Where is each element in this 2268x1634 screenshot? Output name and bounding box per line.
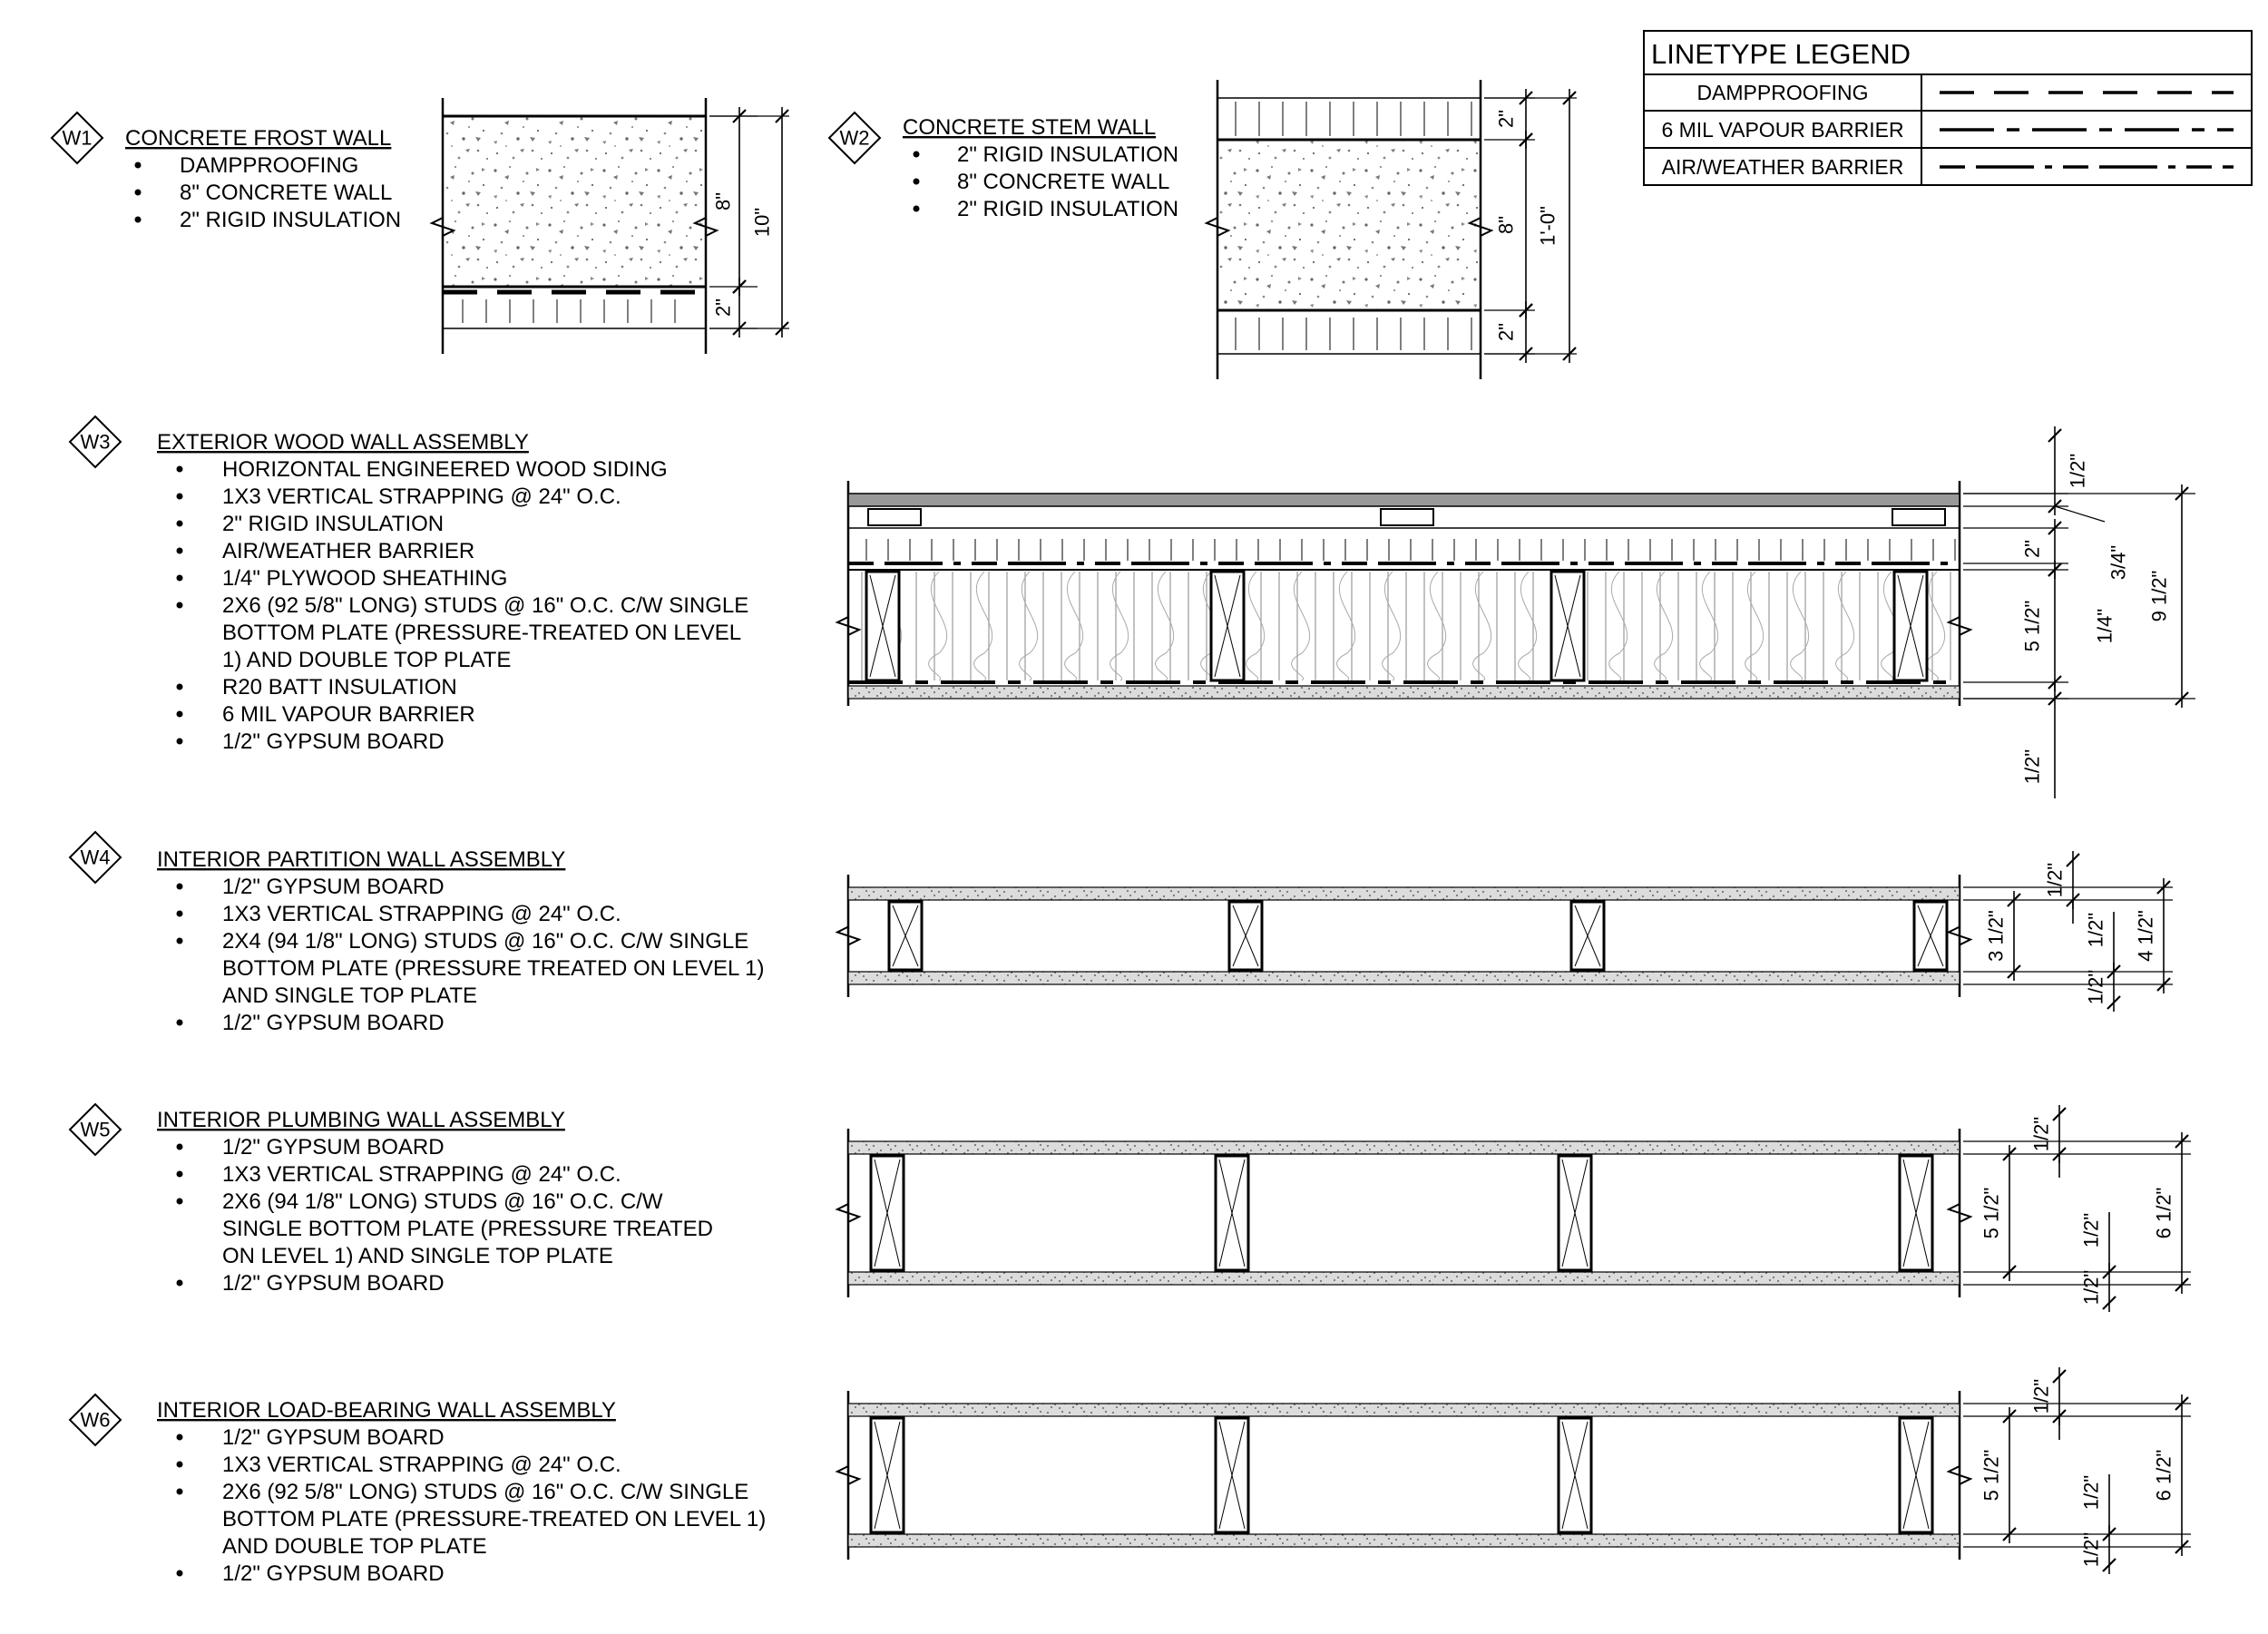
- gypsum-board: [848, 1534, 1960, 1547]
- dimension-label: 10": [750, 207, 774, 238]
- assembly-spec-item: 8" CONCRETE WALL: [957, 170, 1170, 194]
- dimension-label: 1/2": [2079, 1531, 2103, 1568]
- assembly-spec-item: 1X3 VERTICAL STRAPPING @ 24" O.C.: [222, 1162, 621, 1187]
- assembly-spec-item: 1/2" GYPSUM BOARD: [222, 1271, 445, 1296]
- assembly-tag: W2: [839, 126, 870, 150]
- gypsum-board: [848, 972, 1960, 984]
- break-line: [1949, 1448, 1970, 1502]
- dimension-label: 3/4": [2107, 544, 2130, 581]
- bullet: [914, 206, 920, 212]
- assembly-title: INTERIOR LOAD-BEARING WALL ASSEMBLY: [157, 1398, 616, 1423]
- bullet: [177, 938, 183, 944]
- assembly-spec-item: ON LEVEL 1) AND SINGLE TOP PLATE: [222, 1244, 613, 1268]
- assembly-spec-item: 1X3 VERTICAL STRAPPING @ 24" O.C.: [222, 1453, 621, 1477]
- assembly-spec-item: 2" RIGID INSULATION: [222, 512, 445, 536]
- assembly-spec-item: HORIZONTAL ENGINEERED WOOD SIDING: [222, 457, 668, 482]
- assembly-title: CONCRETE STEM WALL: [903, 115, 1157, 140]
- gypsum-board: [848, 887, 1960, 900]
- assembly-spec-item: 1/4" PLYWOOD SHEATHING: [222, 566, 508, 591]
- assembly-spec-item: 2X6 (94 1/8" LONG) STUDS @ 16" O.C. C/W: [222, 1189, 663, 1214]
- dimension-label: 2": [1494, 322, 1518, 342]
- assembly-spec-item: 2" RIGID INSULATION: [180, 208, 402, 232]
- assembly-spec-item: AIR/WEATHER BARRIER: [222, 539, 475, 563]
- dimension-label: 1/2": [2029, 1116, 2053, 1152]
- bullet: [135, 162, 142, 169]
- assembly-spec-item: 1/2" GYPSUM BOARD: [222, 1425, 445, 1450]
- assembly-spec-item: 1X3 VERTICAL STRAPPING @ 24" O.C.: [222, 484, 621, 509]
- break-line: [837, 1186, 859, 1240]
- bullet: [177, 884, 183, 890]
- assembly-spec-item: 1/2" GYPSUM BOARD: [222, 1135, 445, 1159]
- gypsum-board: [848, 1141, 1960, 1154]
- assembly-title: CONCRETE FROST WALL: [125, 126, 392, 151]
- assembly-spec-item: 1/2" GYPSUM BOARD: [222, 875, 445, 899]
- assembly-spec-item: 1/2" GYPSUM BOARD: [222, 1561, 445, 1586]
- bullet: [177, 711, 183, 718]
- dimension-label: 1/2": [2043, 862, 2067, 898]
- assembly-tag: W6: [80, 1408, 111, 1432]
- bullet: [135, 190, 142, 196]
- assembly-spec-item: R20 BATT INSULATION: [222, 675, 457, 700]
- dimension-label: 6 1/2": [2152, 1449, 2175, 1502]
- assembly-spec-item: 2X4 (94 1/8" LONG) STUDS @ 16" O.C. C/W SINGLE: [222, 929, 749, 954]
- vertical-strapping: [1381, 509, 1433, 525]
- dimension-label: 1/2": [2029, 1378, 2053, 1414]
- assembly-spec-item: 6 MIL VAPOUR BARRIER: [222, 702, 475, 727]
- break-line: [1949, 1186, 1970, 1240]
- assembly-title: INTERIOR PLUMBING WALL ASSEMBLY: [157, 1108, 565, 1132]
- break-line: [837, 1448, 859, 1502]
- assembly-spec-item: AND DOUBLE TOP PLATE: [222, 1534, 487, 1559]
- vertical-strapping: [868, 509, 921, 525]
- assembly-spec-item: BOTTOM PLATE (PRESSURE TREATED ON LEVEL 1): [222, 956, 765, 981]
- vertical-strapping: [1892, 509, 1945, 525]
- w1-concrete-wall: [445, 116, 704, 287]
- dimension-label: 4 1/2": [2134, 910, 2157, 962]
- leader-line: [2055, 506, 2105, 522]
- dimension-label: 5 1/2": [1980, 1187, 2003, 1239]
- dimension-label: 1/2": [2020, 749, 2044, 785]
- assembly-tag: W5: [80, 1118, 111, 1141]
- bullet: [177, 575, 183, 582]
- bullet: [914, 179, 920, 185]
- dimension-label: 1/2": [2066, 453, 2089, 489]
- legend-title: LINETYPE LEGEND: [1651, 38, 1911, 70]
- assembly-title: INTERIOR PARTITION WALL ASSEMBLY: [157, 847, 566, 872]
- assembly-spec-item: 1) AND DOUBLE TOP PLATE: [222, 648, 512, 672]
- assembly-tag: W3: [80, 430, 111, 454]
- dimension-label: 2": [711, 298, 735, 318]
- bullet: [177, 466, 183, 473]
- bullet: [177, 1144, 183, 1150]
- assembly-spec-item: BOTTOM PLATE (PRESSURE-TREATED ON LEVEL: [222, 621, 742, 645]
- assembly-spec-item: 8" CONCRETE WALL: [180, 181, 393, 205]
- bullet: [177, 1489, 183, 1495]
- assembly-spec-item: 1/2" GYPSUM BOARD: [222, 1011, 445, 1035]
- dimension-label: 9 1/2": [2147, 570, 2171, 622]
- assembly-spec-item: BOTTOM PLATE (PRESSURE-TREATED ON LEVEL 1): [222, 1507, 767, 1531]
- bullet: [177, 1020, 183, 1026]
- gypsum-board: [848, 686, 1960, 699]
- bullet: [177, 1570, 183, 1577]
- assembly-spec-item: 2X6 (92 5/8" LONG) STUDS @ 16" O.C. C/W SINGLE: [222, 593, 749, 618]
- dimension-label: 1/4": [2093, 608, 2116, 644]
- dimension-label: 8": [1494, 215, 1518, 235]
- dimension-label: 1/2": [2084, 912, 2107, 948]
- dimension-label: 6 1/2": [2152, 1187, 2175, 1239]
- bullet: [177, 494, 183, 500]
- assembly-tag: W4: [80, 846, 111, 869]
- dimension-label: 5 1/2": [1980, 1449, 2003, 1502]
- assembly-spec-item: 2" RIGID INSULATION: [957, 142, 1179, 167]
- w2-concrete-wall: [1219, 140, 1479, 310]
- dimension-label: 3 1/2": [1984, 910, 2008, 962]
- bullet: [177, 684, 183, 690]
- assembly-spec-item: SINGLE BOTTOM PLATE (PRESSURE TREATED: [222, 1217, 713, 1241]
- legend-row-label: 6 MIL VAPOUR BARRIER: [1661, 118, 1904, 142]
- batt-insulation: [850, 572, 1958, 680]
- bullet: [177, 1280, 183, 1287]
- bullet: [177, 1171, 183, 1178]
- bullet: [177, 548, 183, 554]
- legend-row-label: DAMPPROOFING: [1696, 81, 1869, 104]
- dimension-label: 2": [2020, 539, 2044, 559]
- bullet: [177, 739, 183, 745]
- assembly-tag: W1: [62, 126, 93, 150]
- bullet: [177, 911, 183, 917]
- dimension-label: 1/2": [2084, 969, 2107, 1005]
- assembly-spec-item: 2X6 (92 5/8" LONG) STUDS @ 16" O.C. C/W SINGLE: [222, 1480, 749, 1504]
- dimension-label: 1/2": [2079, 1212, 2103, 1248]
- gypsum-board: [848, 1272, 1960, 1285]
- bullet: [177, 1434, 183, 1441]
- dimension-label: 1/2": [2079, 1474, 2103, 1511]
- dimension-label: 8": [711, 191, 735, 211]
- assembly-spec-item: AND SINGLE TOP PLATE: [222, 983, 477, 1008]
- dimension-label: 5 1/2": [2020, 600, 2044, 652]
- gypsum-board: [848, 1404, 1960, 1416]
- bullet: [177, 1462, 183, 1468]
- dimension-label: 1/2": [2079, 1269, 2103, 1306]
- wood-siding: [848, 494, 1960, 506]
- dimension-label: 1'-0": [1536, 206, 1559, 246]
- break-line: [1949, 909, 1970, 964]
- assembly-spec-item: 2" RIGID INSULATION: [957, 197, 1179, 221]
- assembly-spec-item: 1X3 VERTICAL STRAPPING @ 24" O.C.: [222, 902, 621, 926]
- bullet: [914, 152, 920, 158]
- break-line: [837, 909, 859, 964]
- assembly-title: EXTERIOR WOOD WALL ASSEMBLY: [157, 430, 529, 455]
- bullet: [177, 1199, 183, 1205]
- bullet: [135, 217, 142, 223]
- bullet: [177, 521, 183, 527]
- dimension-label: 2": [1494, 109, 1518, 129]
- legend-row-label: AIR/WEATHER BARRIER: [1661, 155, 1904, 179]
- assembly-spec-item: 1/2" GYPSUM BOARD: [222, 729, 445, 754]
- assembly-spec-item: DAMPPROOFING: [180, 153, 359, 178]
- bullet: [177, 602, 183, 609]
